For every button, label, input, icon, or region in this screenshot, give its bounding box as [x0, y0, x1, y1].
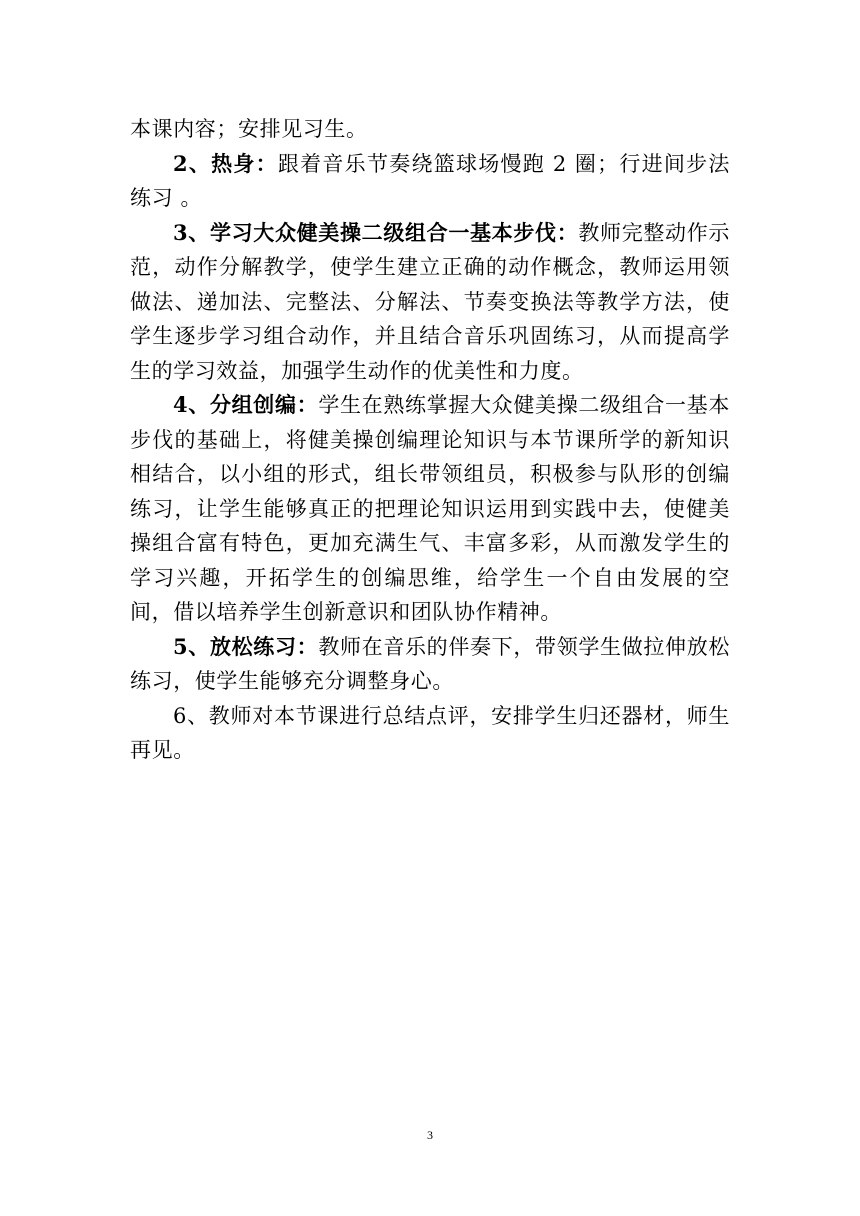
paragraph-warmup	[130, 147, 730, 216]
paragraph-heading: 5、放松练习：	[173, 633, 319, 659]
paragraph-text: 教师完整动作示范，动作分解教学，使学生建立正确的动作概念，教师运用领做法、递加法、完整法、分解法、节奏变换法等教学方法，使学生逐步学习组合动作，并且结合音乐巩固练习，从而提高学生的学习效益，加强学生动作的优美性和力度。	[130, 220, 731, 383]
document-body	[130, 112, 730, 768]
paragraph-heading: 3、学习大众健美操二级组合一基本步伐：	[173, 219, 579, 245]
paragraph-text: 6、教师对本节课进行总结点评，安排学生归还器材，师生再见。	[130, 703, 730, 762]
paragraph-heading: 2、热身：	[173, 150, 278, 176]
paragraph-learn-steps	[130, 216, 730, 389]
paragraph-group-choreography	[130, 388, 730, 630]
paragraph-relaxation	[130, 630, 730, 699]
paragraph-summary	[130, 699, 730, 768]
paragraph-text: 跟着音乐节奏绕篮球场慢跑 2 圈；行进间步法练习 。	[130, 151, 730, 210]
paragraph-text: 学生在熟练掌握大众健美操二级组合一基本步伐的基础上，将健美操创编理论知识与本节课所学的新知识相结合，以小组的形式，组长带领组员，积极参与队形的创编练习，让学生能够真正的把理论知识运用到实践中去，使健美操组合富有特色，更加充满生气、丰富多彩，从而激发学生的学习兴趣，开拓学生的创编思维，给学生一个自由发展的空间，借以培养学生创新意识和团队协作精神。	[130, 393, 730, 624]
paragraph-heading: 4、分组创编：	[173, 392, 319, 417]
paragraph-text: 本课内容；安排见习生。	[130, 117, 368, 141]
paragraph-text: 教师在音乐的伴奏下，带领学生做拉伸放松练习，使学生能够充分调整身心。	[130, 634, 730, 693]
paragraph-lesson-content	[130, 112, 730, 147]
page-number: 3	[427, 1128, 433, 1142]
